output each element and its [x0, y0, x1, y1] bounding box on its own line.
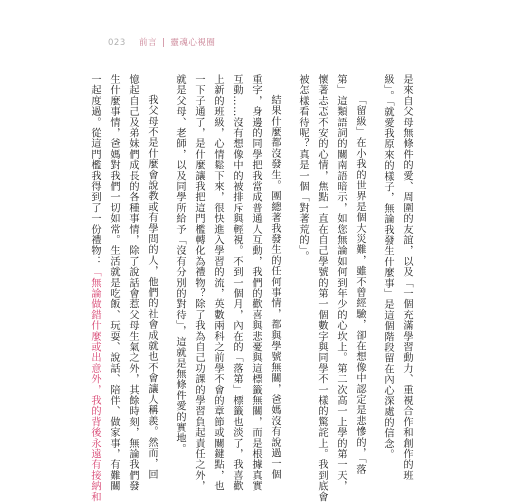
header-separator [131, 38, 134, 48]
body-text [85, 74, 416, 502]
text-line: 級」。「就愛我原來的樣子，無論我發生什麼事」是這個階段留在內心深處的信念。 [382, 74, 393, 460]
highlighted-quote: 「無論做錯什麼或出意外，我的背後永遠有接納和 [89, 266, 100, 502]
text-line: 一下子通了，是什麼讓我把這門檻轉化為禮物？除了我為自己功課的學習負起責任之外， [193, 74, 204, 492]
text-line: 就是父母、老師，以及同學所給予「沒有分別的對待」，這就是無條件愛的實地。 [174, 74, 185, 455]
text-line: 被怎樣看待呢？真是一個「對著荒的」。 [297, 74, 308, 262]
text-line: 第」這類語詞的關南語暗示，如您無論如何到年少的心坎上。第二次高一上學的第一天， [335, 74, 346, 492]
text-line: 懷著忐忑不安的心情，焦點一直在自己學號的第一個數字與同學不一樣的驚詫上。我到底會 [316, 74, 327, 502]
text-line: 重字，身邊的同學把我當成普通人互動，我們的歡喜與悲憂與這標籤無關，而是根據真實 [250, 74, 261, 492]
text-line: 生什麼事情，爸媽對我們一切如常。生活就是吃飯、玩耍、說話、陪伴、做家事，有難關 [108, 74, 119, 492]
paragraph-4 [85, 74, 161, 502]
text-line: 一起度過。從這門檻我得到了一份禮物： [89, 74, 100, 267]
running-header [108, 36, 215, 48]
paragraph-2 [293, 74, 369, 502]
text-line: 上新的班級，心情鬆下來，很快進入學習的流，英數兩科之前學不會的章節或關鍵點，也 [212, 74, 223, 492]
text-line: 是來自父母無條件的愛、周圍的友誼，以及「一個充滿學習動力、重視合作和創作的班 [401, 74, 412, 481]
paragraph-1 [378, 74, 416, 481]
text-line: 互動……沒有想像中的被排斥與輕視。不到一個月，內在的「落第」標籤也淡了，我喜歡 [231, 74, 242, 492]
text-line: 我父母不是什麼會說教或有學問的人，他們的社會成就也不會讓人稱羨。然而，回 [146, 94, 157, 480]
text-line: 結果什麼都沒發生。團總著我發生的任何事情，都與學號無關，爸媽沒有說過一個 [269, 94, 280, 480]
paragraph-3 [170, 74, 284, 492]
text-line: 「留級」在小我的世界是個大災難，雖不曾經驗，卻在想像中認定是悲慘的，「落 [354, 94, 365, 475]
text-line: 憶起自己及弟妹們成長的各種事情，除了說話會惹父母生氣之外，其餘時刻，無論我們發 [127, 74, 138, 492]
page-number: 023 [108, 38, 126, 48]
header-separator: | [161, 38, 166, 48]
part-label: 前言 [138, 38, 157, 48]
chapter-title: 靈魂心視圈 [170, 38, 216, 48]
